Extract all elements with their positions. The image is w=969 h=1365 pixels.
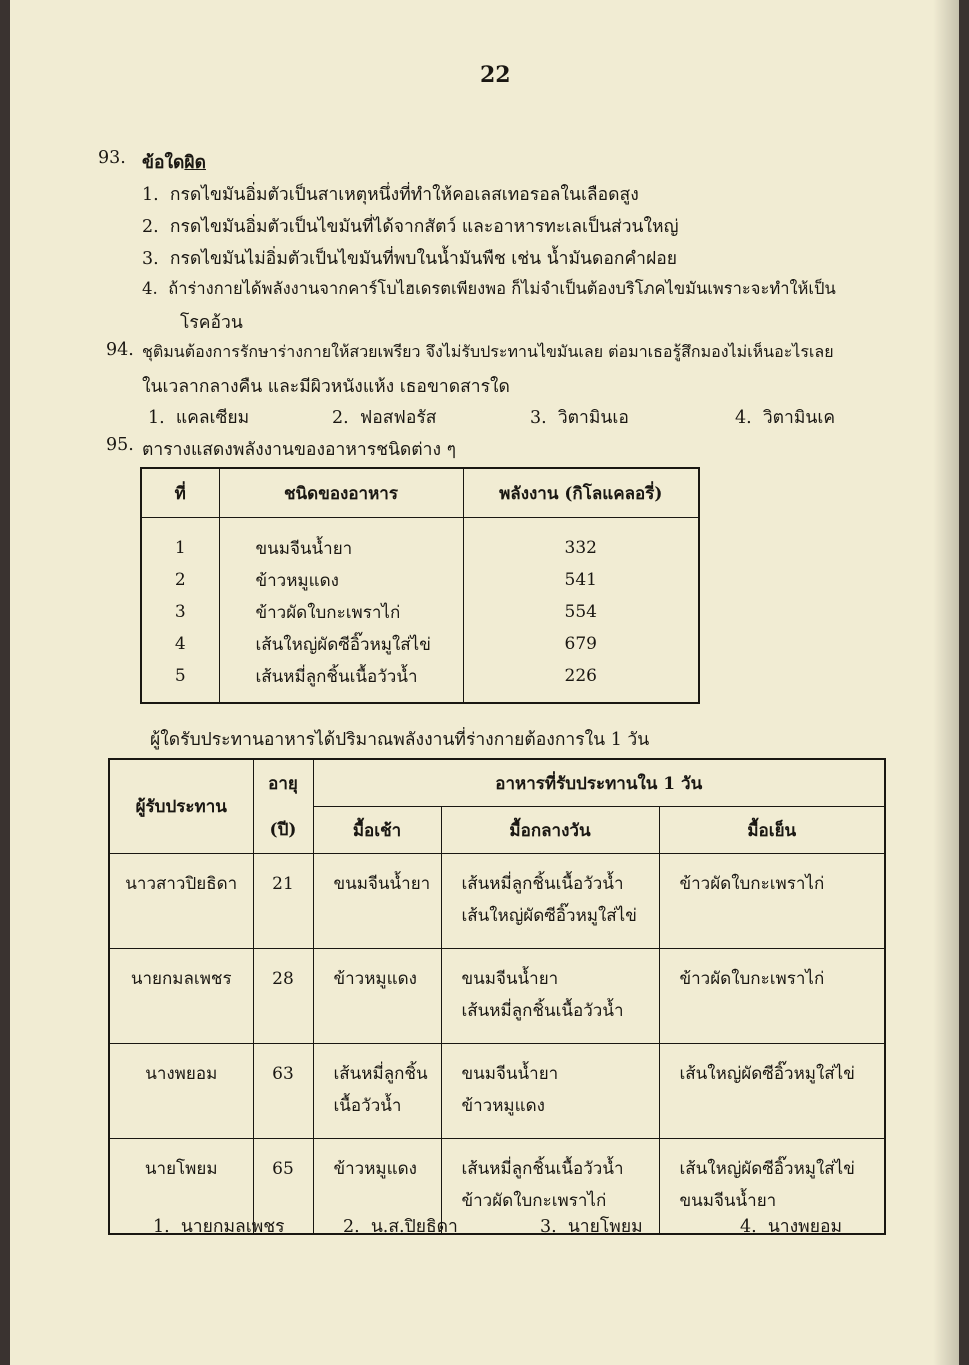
emphasis-wrong: ผิด	[184, 153, 207, 173]
q95-option-2: 2. น.ส.ปิยธิดา	[343, 1217, 458, 1237]
q94-option-4: 4. วิตามินเค	[735, 408, 836, 428]
q93-option-3: 3. กรดไขมันไม่อิ่มตัวเป็นไขมันที่พบในน้ำมันพืช เช่น น้ำมันดอกคำฝอย	[142, 249, 678, 269]
column-header-age-unit: (ปี)	[253, 807, 313, 854]
question-number: 94.	[106, 340, 134, 360]
column-header-meals: อาหารที่รับประทานใน 1 วัน	[313, 759, 885, 807]
page-shadow	[933, 0, 959, 1365]
column-header: ที่	[141, 468, 219, 518]
table-header-row	[109, 759, 885, 807]
column-header-dinner: มื้อเย็น	[659, 807, 885, 854]
question-stem: ชุติมนต้องการรักษาร่างกายให้สวยเพรียว จึงไม่รับประทานไขมันเลย ต่อมาเธอรู้สึกมองไม่เห็นอะไรเลย	[142, 342, 834, 361]
column-header: พลังงาน (กิโลแคลอรี่)	[463, 468, 699, 518]
question-95-prompt: ผู้ใดรับประทานอาหารได้ปริมาณพลังงานที่ร่างกายต้องการใน 1 วัน	[150, 730, 650, 750]
table-row: 1 ขนมจีนน้ำยา 332	[141, 518, 699, 565]
question-number: 93.	[98, 148, 126, 168]
q94-option-2: 2. ฟอสฟอรัส	[332, 408, 437, 428]
column-header-age: อายุ	[253, 759, 313, 807]
question-stem: ข้อใดผิด	[142, 153, 207, 173]
table-row: 4 เส้นใหญ่ผัดซีอิ๊วหมูใส่ไข่ 679	[141, 628, 699, 660]
question-94-stem-cont: ในเวลากลางคืน และมีผิวหนังแห้ง เธอขาดสารใด	[142, 377, 510, 397]
table-row: นายกมลเพชร 28 ข้าวหมูแดง ขนมจีนน้ำยา เส้นหมี่ลูกชิ้นเนื้อวัวน้ำ ข้าวผัดใบกะเพราไก่	[109, 949, 885, 1044]
q94-option-3: 3. วิตามินเอ	[530, 408, 629, 428]
column-header: ชนิดของอาหาร	[219, 468, 463, 518]
q94-option-1: 1. แคลเซียม	[148, 408, 250, 428]
q93-option-4-cont: โรคอ้วน	[180, 313, 243, 333]
q95-option-3: 3. นายโพยม	[540, 1217, 643, 1237]
page-number: 22	[480, 62, 511, 88]
q93-option-2: 2. กรดไขมันอิ่มตัวเป็นไขมันที่ได้จากสัตว์ และอาหารทะเลเป็นส่วนใหญ่	[142, 217, 679, 237]
q93-option-4: 4. ถ้าร่างกายได้พลังงานจากคาร์โบไฮเดรตเพียงพอ ก็ไม่จำเป็นต้องบริโภคไขมันเพราะจะทำให้เป็น	[142, 279, 836, 298]
question-number: 95.	[106, 435, 134, 455]
table-row: 5 เส้นหมี่ลูกชิ้นเนื้อวัวน้ำ 226	[141, 660, 699, 703]
table-row: นางพยอม 63 เส้นหมี่ลูกชิ้น เนื้อวัวน้ำ ขนมจีนน้ำยา ข้าวหมูแดง เส้นใหญ่ผัดซีอิ๊วหมูใส่ไข่	[109, 1044, 885, 1139]
document-page	[10, 0, 959, 1365]
table-row: นายโพยม 65 ข้าวหมูแดง เส้นหมี่ลูกชิ้นเนื้อวัวน้ำ ข้าวผัดใบกะเพราไก่ เส้นใหญ่ผัดซีอิ๊วหมูใส่ไข่ ขนมจีนน้ำยา	[109, 1139, 885, 1235]
table-row: 3 ข้าวผัดใบกะเพราไก่ 554	[141, 596, 699, 628]
meals-table	[108, 758, 886, 1235]
q95-option-1: 1. นายกมลเพชร	[153, 1217, 285, 1237]
question-stem: ตารางแสดงพลังงานของอาหารชนิดต่าง ๆ	[142, 440, 456, 460]
table-row: นาวสาวปิยธิดา 21 ขนมจีนน้ำยา เส้นหมี่ลูกชิ้นเนื้อวัวน้ำ เส้นใหญ่ผัดซีอิ๊วหมูใส่ไข่ ข้าวผัดใบกะเพราไก่	[109, 854, 885, 949]
energy-table	[140, 467, 700, 704]
column-header-lunch: มื้อกลางวัน	[441, 807, 659, 854]
table-row: 2 ข้าวหมูแดง 541	[141, 564, 699, 596]
q95-option-4: 4. นางพยอม	[740, 1217, 843, 1237]
table-header-row	[141, 468, 699, 518]
q93-option-1: 1. กรดไขมันอิ่มตัวเป็นสาเหตุหนึ่งที่ทำให้คอเลสเทอรอลในเลือดสูง	[142, 185, 639, 205]
column-header-breakfast: มื้อเช้า	[313, 807, 441, 854]
column-header-person: ผู้รับประทาน	[109, 759, 253, 854]
